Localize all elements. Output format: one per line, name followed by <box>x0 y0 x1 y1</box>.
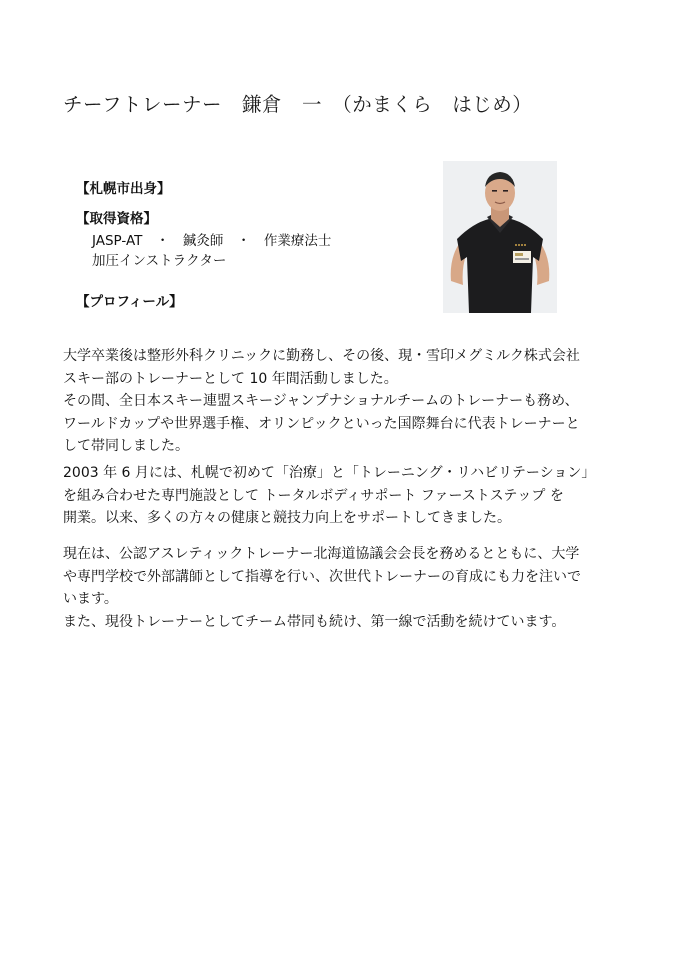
qualifications-heading: 【取得資格】 <box>76 211 157 227</box>
bio-line: して帯同しました。 <box>63 438 189 454</box>
qualifications-line: 加圧インストラクター <box>92 253 227 269</box>
bio-paragraph <box>63 345 633 458</box>
origin-heading: 【札幌市出身】 <box>76 181 171 197</box>
trainer-photo <box>443 161 557 313</box>
bio-line: スキー部のトレーナーとして 10 年間活動しました。 <box>63 370 398 387</box>
bio-line: 開業。以来、多くの方々の健康と競技力向上をサポートしてきました。 <box>63 510 511 526</box>
bio-line: 現在は、公認アスレティックトレーナー北海道協議会会長を務めるとともに、大学 <box>63 546 580 562</box>
page-title: チーフトレーナー 鎌倉 一 （かまくら はじめ） <box>63 93 533 116</box>
qualifications-line: JASP-AT ・ 鍼灸師 ・ 作業療法士 <box>92 233 332 249</box>
bio-line: 2003 年 6 月には、札幌で初めて「治療」と「トレーニング・リハビリテーション」 <box>63 465 596 481</box>
bio-line: 大学卒業後は整形外科クリニックに勤務し、その後、現・雪印メグミルク株式会社 <box>63 348 580 364</box>
bio-line: を組み合わせた専門施設として トータルボディサポート ファーストステップ を <box>63 487 564 504</box>
bio-line: います。 <box>63 591 118 607</box>
bio-line: ワールドカップや世界選手権、オリンピックといった国際舞台に代表トレーナーと <box>63 415 580 432</box>
trainer-portrait-icon <box>443 161 557 313</box>
bio-paragraph <box>63 543 633 633</box>
bio-line: や専門学校で外部講師として指導を行い、次世代トレーナーの育成にも力を注いで <box>63 568 581 585</box>
profile-heading: 【プロフィール】 <box>76 294 183 310</box>
bio-paragraph <box>63 462 633 530</box>
bio-line: また、現役トレーナーとしてチーム帯同も続け、第一線で活動を続けています。 <box>63 613 566 630</box>
bio-line: その間、全日本スキー連盟スキージャンプナショナルチームのトレーナーも務め、 <box>63 393 579 409</box>
